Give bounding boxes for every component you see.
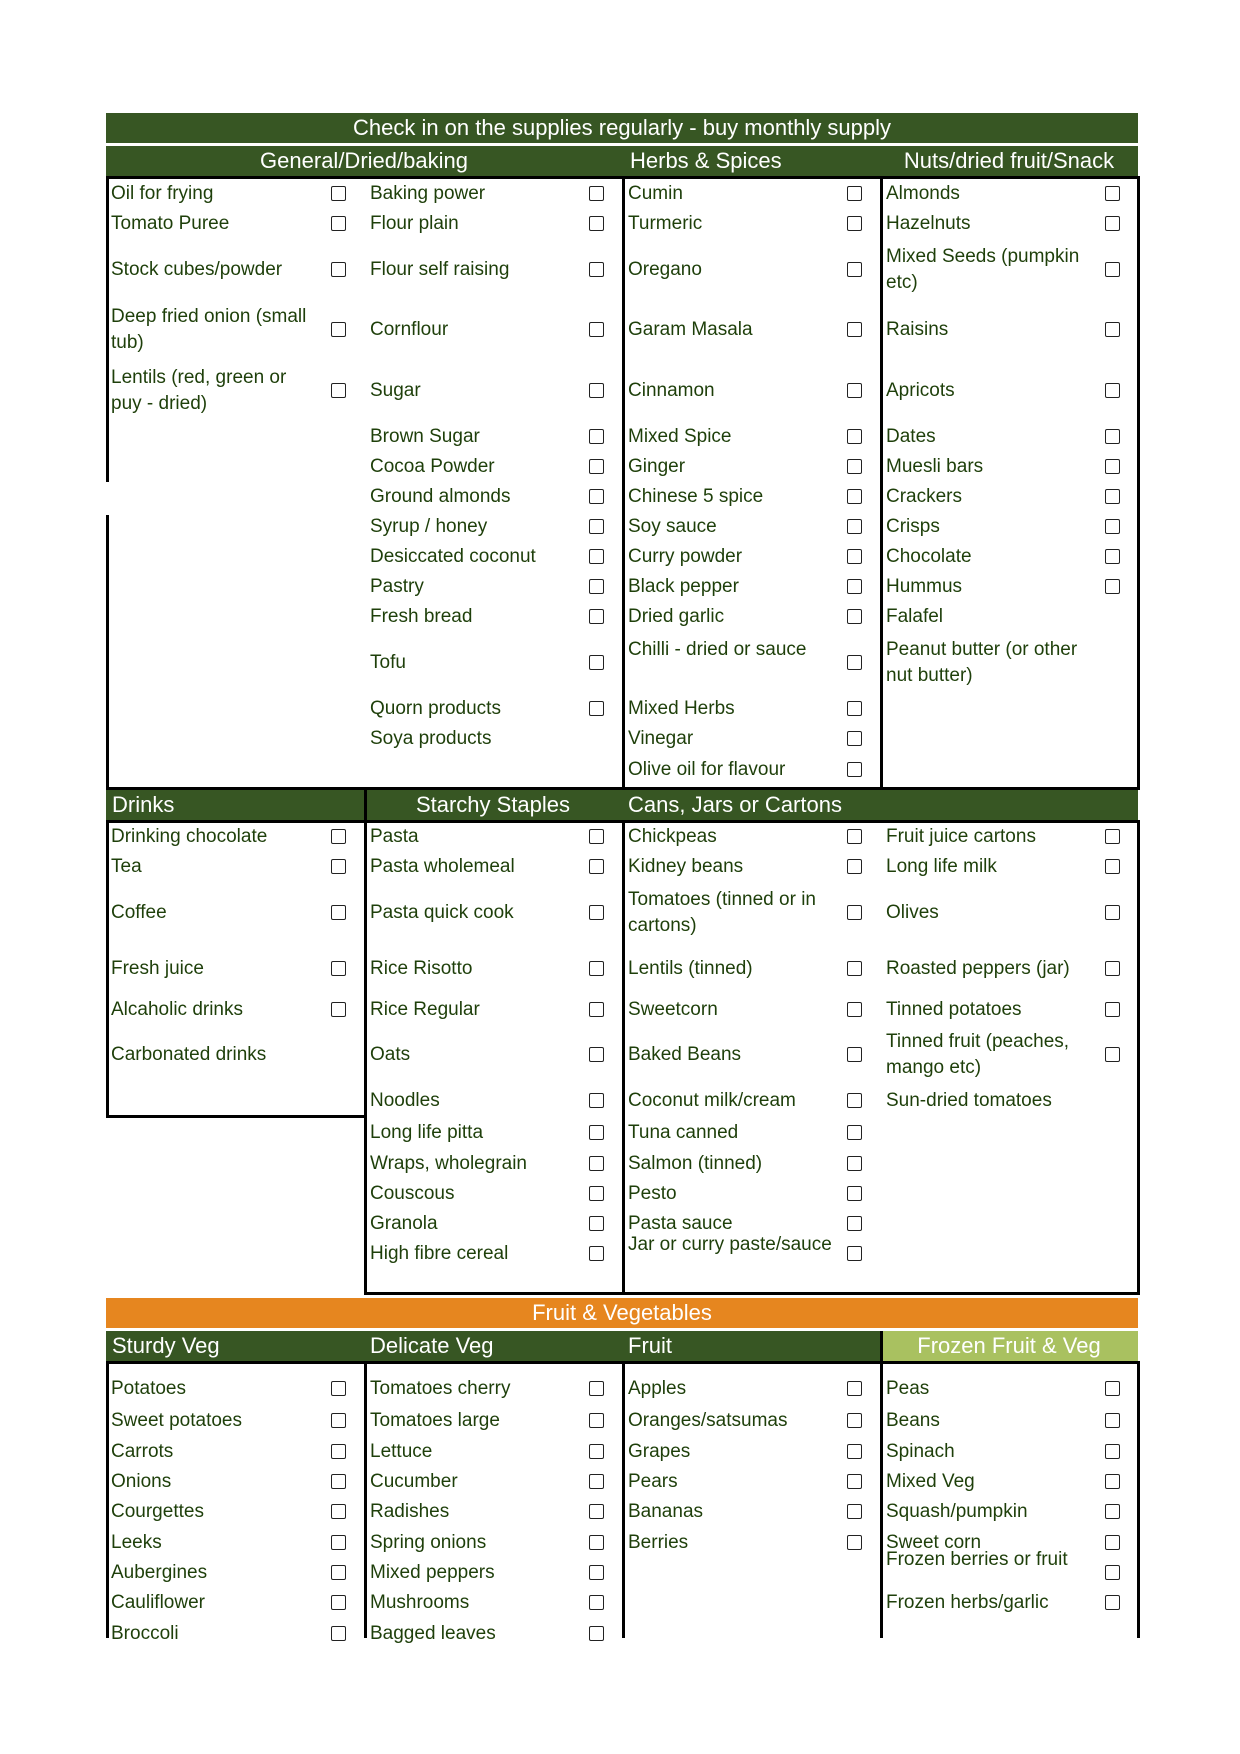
checkbox[interactable]	[331, 186, 346, 201]
checkbox[interactable]	[1105, 519, 1120, 534]
delicate-item-label: Lettuce	[370, 1441, 433, 1462]
delicate-item-label: Cucumber	[370, 1471, 458, 1492]
nuts-item-label: Dates	[886, 426, 936, 447]
sturdy-item-label: Courgettes	[111, 1501, 204, 1522]
checkbox[interactable]	[589, 1047, 604, 1062]
checkbox[interactable]	[847, 1093, 862, 1108]
general-col2-item-label: Quorn products	[370, 698, 501, 719]
checkbox[interactable]	[847, 519, 862, 534]
herbs-item-label: Cinnamon	[628, 380, 715, 401]
starchy-item-label: Pasta wholemeal	[370, 856, 515, 877]
frozen-item-label: Sweet corn	[886, 1532, 982, 1553]
starchy-item-label: Pasta	[370, 826, 419, 847]
checkbox[interactable]	[847, 1381, 862, 1396]
checkbox[interactable]	[1105, 322, 1120, 337]
checkbox[interactable]	[589, 322, 604, 337]
starchy-item-label: Wraps, wholegrain	[370, 1153, 528, 1174]
herbs-item-label: Oregano	[628, 259, 702, 280]
section-header-drinks	[106, 790, 364, 820]
checkbox[interactable]	[331, 322, 346, 337]
delicate-item-label: Tomatoes large	[370, 1410, 500, 1431]
checkbox[interactable]	[589, 1093, 604, 1108]
section-title-starchy: Starchy Staples	[415, 792, 571, 817]
section-title-nuts: Nuts/dried fruit/Snack	[903, 148, 1115, 173]
checkbox[interactable]	[1105, 961, 1120, 976]
drinks-item-label: Coffee	[111, 902, 167, 923]
checkbox[interactable]	[847, 961, 862, 976]
checkbox[interactable]	[589, 519, 604, 534]
general-col2-item-label: Soya products	[370, 728, 492, 749]
cans1-item-label: Chickpeas	[628, 826, 717, 847]
clipped-cell	[628, 1234, 838, 1271]
checkbox[interactable]	[847, 1444, 862, 1459]
checkbox[interactable]	[331, 905, 346, 920]
checkbox[interactable]	[589, 579, 604, 594]
starchy-item-label: High fibre cereal	[370, 1243, 509, 1264]
section-title-sturdy: Sturdy Veg	[112, 1333, 220, 1358]
fruit-item-label: Apples	[628, 1378, 687, 1399]
herbs-item-label: Mixed Spice	[628, 426, 732, 447]
checkbox[interactable]	[1105, 429, 1120, 444]
checkbox[interactable]	[1105, 459, 1120, 474]
cans1-item-label: Kidney beans	[628, 856, 744, 877]
section-title-fruitveg: Fruit & Vegetables	[532, 1300, 712, 1325]
delicate-item-label: Tomatoes cherry	[370, 1378, 511, 1399]
section-title-herbs: Herbs & Spices	[630, 148, 782, 173]
checkbox[interactable]	[847, 701, 862, 716]
checkbox[interactable]	[589, 1474, 604, 1489]
checkbox[interactable]	[1105, 1002, 1120, 1017]
section-title-general: General/Dried/baking	[260, 148, 468, 173]
checkbox[interactable]	[589, 655, 604, 670]
frozen-item-label: Spinach	[886, 1441, 955, 1462]
checkbox[interactable]	[589, 961, 604, 976]
herbs-item-label: Chilli - dried or sauce	[628, 639, 807, 660]
section-header-starchy	[364, 790, 622, 820]
checkbox[interactable]	[331, 1444, 346, 1459]
checkbox[interactable]	[1105, 859, 1120, 874]
starchy-item-label: Noodles	[370, 1090, 440, 1111]
delicate-item-label: Bagged leaves	[370, 1623, 496, 1644]
checkbox[interactable]	[847, 1216, 862, 1231]
main-title-bar	[106, 113, 1138, 143]
checkbox[interactable]	[589, 829, 604, 844]
checkbox[interactable]	[331, 383, 346, 398]
checkbox[interactable]	[1105, 1504, 1120, 1519]
checkbox[interactable]	[1105, 186, 1120, 201]
section-header-herbs	[622, 146, 880, 176]
nuts-item-label: Apricots	[886, 380, 955, 401]
general-col2-item-label: Brown Sugar	[370, 426, 480, 447]
checkbox[interactable]	[589, 186, 604, 201]
cans2-item-label: Tinned potatoes	[886, 999, 1022, 1020]
checkbox[interactable]	[589, 459, 604, 474]
checkbox[interactable]	[847, 655, 862, 670]
checkbox[interactable]	[847, 905, 862, 920]
checkbox[interactable]	[847, 383, 862, 398]
general-col2-item-label: Sugar	[370, 380, 421, 401]
fruit-item-label: Oranges/satsumas	[628, 1410, 788, 1431]
checkbox[interactable]	[1105, 549, 1120, 564]
checkbox[interactable]	[847, 1504, 862, 1519]
nuts-item-label: Almonds	[886, 183, 960, 204]
fruit-item-label: Berries	[628, 1532, 689, 1553]
checkbox[interactable]	[589, 383, 604, 398]
delicate-item-label: Spring onions	[370, 1532, 487, 1553]
nuts-item-label: Crisps	[886, 516, 940, 537]
sturdy-item-label: Broccoli	[111, 1623, 179, 1644]
cans2-item-label: Fruit juice cartons	[886, 826, 1036, 847]
drinks-item-label: Carbonated drinks	[111, 1044, 267, 1065]
delicate-item-label: Mushrooms	[370, 1592, 470, 1613]
checkbox[interactable]	[589, 1002, 604, 1017]
general-col2-item-label: Tofu	[370, 652, 406, 673]
section-header-fruit	[622, 1331, 880, 1361]
fruit-item-label: Bananas	[628, 1501, 704, 1522]
section-title-cans: Cans, Jars or Cartons	[628, 792, 842, 817]
checkbox[interactable]	[589, 1595, 604, 1610]
general-col2-item-label: Cornflour	[370, 319, 449, 340]
general-col2-item-label: Cocoa Powder	[370, 456, 495, 477]
section-header-delicate	[364, 1331, 622, 1361]
checkbox[interactable]	[1105, 1535, 1120, 1550]
delicate-item-label: Mixed peppers	[370, 1562, 495, 1583]
starchy-item-label: Pasta quick cook	[370, 902, 514, 923]
checkbox[interactable]	[1105, 905, 1120, 920]
checkbox[interactable]	[589, 489, 604, 504]
herbs-item-label: Ginger	[628, 456, 686, 477]
checkbox[interactable]	[847, 762, 862, 777]
frozen-item-label: Squash/pumpkin	[886, 1501, 1028, 1522]
section-header-fruitveg	[106, 1298, 1138, 1328]
checkbox[interactable]	[847, 609, 862, 624]
drinks-item-label: Drinking chocolate	[111, 826, 268, 847]
nuts-item-label: Peanut butter (or other nut butter)	[886, 639, 1078, 686]
checkbox[interactable]	[589, 1216, 604, 1231]
section-title-delicate: Delicate Veg	[370, 1333, 494, 1358]
sturdy-item-label: Potatoes	[111, 1378, 186, 1399]
checkbox[interactable]	[1105, 579, 1120, 594]
frozen-item-label: Frozen herbs/garlic	[886, 1592, 1049, 1613]
cans2-item-label: Sun-dried tomatoes	[886, 1090, 1052, 1111]
cans1-item-label: Lentils (tinned)	[628, 958, 753, 979]
checkbox[interactable]	[1105, 829, 1120, 844]
checkbox[interactable]	[589, 609, 604, 624]
herbs-item-label: Turmeric	[628, 213, 703, 234]
section-title-drinks: Drinks	[112, 792, 175, 817]
sturdy-item-label: Cauliflower	[111, 1592, 205, 1613]
sturdy-item-label: Aubergines	[111, 1562, 208, 1583]
checkbox[interactable]	[589, 216, 604, 231]
checkbox[interactable]	[1105, 1474, 1120, 1489]
section-header-frozen	[880, 1331, 1138, 1361]
checkbox[interactable]	[847, 549, 862, 564]
herbs-item-label: Garam Masala	[628, 319, 753, 340]
checkbox[interactable]	[331, 961, 346, 976]
checkbox[interactable]	[331, 829, 346, 844]
checkbox[interactable]	[847, 1413, 862, 1428]
checkbox[interactable]	[589, 549, 604, 564]
checkbox[interactable]	[331, 216, 346, 231]
checkbox[interactable]	[847, 1156, 862, 1171]
cans1-item-label: Coconut milk/cream	[628, 1090, 796, 1111]
checkbox[interactable]	[847, 1474, 862, 1489]
herbs-item-label: Dried garlic	[628, 606, 725, 627]
general-col2-item-label: Pastry	[370, 576, 424, 597]
cans1-item-label: Pesto	[628, 1183, 677, 1204]
sturdy-item-label: Leeks	[111, 1532, 162, 1553]
section-title-frozen: Frozen Fruit & Veg	[917, 1333, 1101, 1358]
checkbox[interactable]	[589, 1626, 604, 1641]
checkbox[interactable]	[847, 859, 862, 874]
checkbox[interactable]	[589, 429, 604, 444]
cans1-item-label: Tuna canned	[628, 1122, 739, 1143]
checkbox[interactable]	[847, 489, 862, 504]
section-header-cans	[622, 790, 1138, 820]
herbs-item-label: Cumin	[628, 183, 683, 204]
nuts-item-label: Hummus	[886, 576, 963, 597]
checkbox[interactable]	[847, 216, 862, 231]
general-col1-item-label: Oil for frying	[111, 183, 214, 204]
checkbox[interactable]	[589, 1156, 604, 1171]
section-header-general	[106, 146, 622, 176]
checkbox[interactable]	[1105, 1413, 1120, 1428]
checkbox[interactable]	[589, 1381, 604, 1396]
cans2-item-label: Roasted peppers (jar)	[886, 958, 1070, 979]
herbs-item-label: Chinese 5 spice	[628, 486, 764, 507]
checkbox[interactable]	[847, 579, 862, 594]
general-col2-item-label: Desiccated coconut	[370, 546, 536, 567]
checkbox[interactable]	[331, 1626, 346, 1641]
cans1-item-label: Sweetcorn	[628, 999, 718, 1020]
checkbox[interactable]	[847, 1186, 862, 1201]
checkbox[interactable]	[847, 1246, 862, 1261]
nuts-item-label: Crackers	[886, 486, 963, 507]
checkbox[interactable]	[331, 1002, 346, 1017]
fruit-item-label: Grapes	[628, 1441, 691, 1462]
checkbox[interactable]	[331, 262, 346, 277]
checkbox[interactable]	[589, 1535, 604, 1550]
frozen-item-label: Frozen berries or fruit	[886, 1549, 1068, 1570]
checkbox[interactable]	[1105, 1444, 1120, 1459]
general-col1-item-label: Tomato Puree	[111, 213, 230, 234]
starchy-item-label: Rice Regular	[370, 999, 480, 1020]
checkbox[interactable]	[589, 1444, 604, 1459]
checkbox[interactable]	[589, 1413, 604, 1428]
general-col2-item-label: Flour plain	[370, 213, 459, 234]
checkbox[interactable]	[331, 1381, 346, 1396]
checkbox[interactable]	[331, 859, 346, 874]
checkbox[interactable]	[589, 1125, 604, 1140]
checkbox[interactable]	[589, 1186, 604, 1201]
drinks-item-label: Fresh juice	[111, 958, 204, 979]
frozen-item-label: Beans	[886, 1410, 940, 1431]
herbs-item-label: Black pepper	[628, 576, 739, 597]
checkbox[interactable]	[1105, 1595, 1120, 1610]
checkbox[interactable]	[847, 1535, 862, 1550]
frozen-item-label: Mixed Veg	[886, 1471, 975, 1492]
cans2-item-label: Tinned fruit (peaches, mango etc)	[886, 1031, 1070, 1078]
checkbox[interactable]	[589, 1565, 604, 1580]
cans1-item-label: Baked Beans	[628, 1044, 742, 1065]
checkbox[interactable]	[331, 1504, 346, 1519]
checkbox[interactable]	[847, 186, 862, 201]
general-col2-item-label: Flour self raising	[370, 259, 510, 280]
nuts-item-label: Muesli bars	[886, 456, 984, 477]
checkbox[interactable]	[331, 1565, 346, 1580]
sturdy-item-label: Sweet potatoes	[111, 1410, 242, 1431]
starchy-item-label: Long life pitta	[370, 1122, 484, 1143]
starchy-item-label: Rice Risotto	[370, 958, 473, 979]
cans1-item-label: Salmon (tinned)	[628, 1153, 763, 1174]
nuts-item-label: Mixed Seeds (pumpkin etc)	[886, 246, 1080, 293]
general-col2-item-label: Syrup / honey	[370, 516, 488, 537]
checkbox[interactable]	[1105, 383, 1120, 398]
checkbox[interactable]	[847, 1002, 862, 1017]
general-col2-item-label: Ground almonds	[370, 486, 511, 507]
cans1-item-label: Pasta sauce	[628, 1213, 733, 1234]
general-col2-item-label: Baking power	[370, 183, 486, 204]
checkbox[interactable]	[589, 1246, 604, 1261]
checkbox[interactable]	[847, 322, 862, 337]
cans2-item-label: Long life milk	[886, 856, 997, 877]
nuts-item-label: Hazelnuts	[886, 213, 971, 234]
general-col1-item-label: Deep fried onion (small tub)	[111, 306, 307, 353]
cans1-item-label: Jar or curry paste/sauce	[628, 1234, 832, 1255]
drinks-item-label: Alcaholic drinks	[111, 999, 243, 1020]
herbs-item-label: Curry powder	[628, 546, 743, 567]
checkbox[interactable]	[1105, 1565, 1120, 1580]
frozen-item-label: Peas	[886, 1378, 930, 1399]
sturdy-item-label: Onions	[111, 1471, 172, 1492]
herbs-item-label: Olive oil for flavour	[628, 759, 786, 780]
checkbox[interactable]	[589, 262, 604, 277]
checkbox[interactable]	[847, 459, 862, 474]
sturdy-item-label: Carrots	[111, 1441, 174, 1462]
cans1-item-label: Tomatoes (tinned or in cartons)	[628, 889, 816, 936]
starchy-item-label: Couscous	[370, 1183, 455, 1204]
section-header-sturdy	[106, 1331, 364, 1361]
section-header-nuts	[880, 146, 1138, 176]
drinks-item-label: Tea	[111, 856, 142, 877]
starchy-item-label: Oats	[370, 1044, 411, 1065]
general-col1-item-label: Lentils (red, green or puy - dried)	[111, 367, 287, 414]
general-col2-item-label: Fresh bread	[370, 606, 473, 627]
nuts-item-label: Raisins	[886, 319, 949, 340]
checkbox[interactable]	[847, 1125, 862, 1140]
general-col1-item-label: Stock cubes/powder	[111, 259, 283, 280]
checkbox[interactable]	[589, 1504, 604, 1519]
checkbox[interactable]	[1105, 489, 1120, 504]
checkbox[interactable]	[1105, 1047, 1120, 1062]
herbs-item-label: Mixed Herbs	[628, 698, 735, 719]
checkbox[interactable]	[589, 905, 604, 920]
fruit-item-label: Pears	[628, 1471, 678, 1492]
checkbox[interactable]	[589, 859, 604, 874]
section-title-fruit: Fruit	[628, 1333, 672, 1358]
checkbox[interactable]	[331, 1535, 346, 1550]
cans2-item-label: Olives	[886, 902, 939, 923]
checkbox[interactable]	[1105, 262, 1120, 277]
starchy-item-label: Granola	[370, 1213, 438, 1234]
delicate-item-label: Radishes	[370, 1501, 450, 1522]
herbs-item-label: Soy sauce	[628, 516, 717, 537]
nuts-item-label: Chocolate	[886, 546, 972, 567]
checkbox[interactable]	[847, 829, 862, 844]
checkbox[interactable]	[331, 1595, 346, 1610]
checkbox[interactable]	[331, 1413, 346, 1428]
checkbox[interactable]	[847, 429, 862, 444]
checkbox[interactable]	[847, 731, 862, 746]
checkbox[interactable]	[1105, 1381, 1120, 1396]
main-title: Check in on the supplies regularly - buy monthly supply	[352, 115, 892, 140]
checkbox[interactable]	[1105, 216, 1120, 231]
checkbox[interactable]	[847, 262, 862, 277]
checkbox[interactable]	[589, 701, 604, 716]
checkbox[interactable]	[847, 1047, 862, 1062]
checkbox[interactable]	[331, 1474, 346, 1489]
nuts-item-label: Falafel	[886, 606, 944, 627]
herbs-item-label: Vinegar	[628, 728, 694, 749]
